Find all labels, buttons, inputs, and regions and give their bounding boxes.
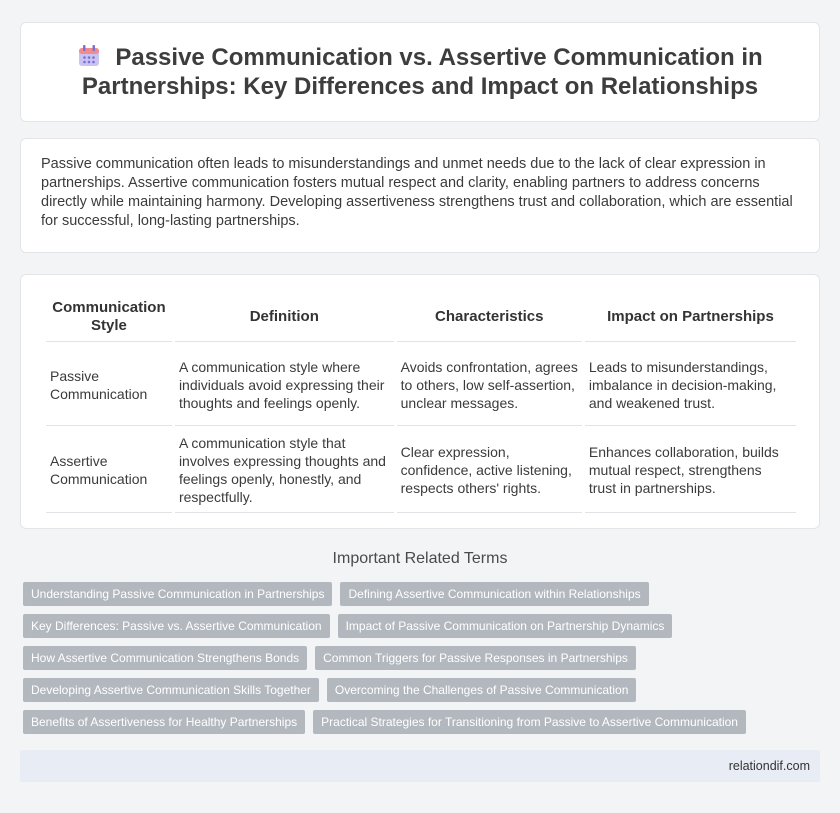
column-header: Communication Style xyxy=(46,293,172,342)
comparison-table-card xyxy=(20,274,820,529)
related-term-tag[interactable]: Understanding Passive Communication in Partnerships xyxy=(23,582,332,606)
table-cell: A communication style where individuals avoid expressing their thoughts and feelings openly. xyxy=(175,344,394,426)
related-term-tag[interactable]: Common Triggers for Passive Responses in Partnerships xyxy=(315,646,636,670)
related-term-tag[interactable]: Overcoming the Challenges of Passive Communication xyxy=(327,678,636,702)
table-cell: A communication style that involves expressing thoughts and feelings openly, honestly, and respectfully. xyxy=(175,428,394,513)
related-term-tag[interactable]: Benefits of Assertiveness for Healthy Partnerships xyxy=(23,710,305,734)
table-header-row xyxy=(46,293,796,342)
footer-site-link[interactable]: relationdif.com xyxy=(728,759,810,773)
column-header: Definition xyxy=(175,293,394,342)
related-terms-list xyxy=(23,582,823,742)
footer xyxy=(20,750,820,782)
related-terms-title: Important Related Terms xyxy=(332,550,508,567)
table-row xyxy=(46,344,796,426)
related-term-tag[interactable]: Practical Strategies for Transitioning from Passive to Assertive Communication xyxy=(313,710,746,734)
header-card xyxy=(20,22,820,122)
table-cell: Leads to misunderstandings, imbalance in decision-making, and weakened trust. xyxy=(585,344,796,426)
page-title-text: Passive Communication vs. Assertive Communication in Partnerships: Key Differences and Impact on Relationships xyxy=(81,44,763,100)
page-title xyxy=(51,43,789,101)
calendar-icon xyxy=(77,44,101,68)
intro-text: Passive communication often leads to misunderstandings and unmet needs due to the lack of clear expression in partnerships. Assertive communication fosters mutual respect and clarity, enabling partners to address concerns directly while maintaining harmony. Developing assertiveness strengthens trust and collaboration, which are essential for successful, long-lasting partnerships. xyxy=(41,156,793,229)
table-row xyxy=(46,428,796,513)
table-cell: Assertive Communication xyxy=(46,428,172,513)
table-cell: Enhances collaboration, builds mutual respect, strengthens trust in partnerships. xyxy=(585,428,796,513)
column-header: Characteristics xyxy=(397,293,582,342)
intro-card xyxy=(20,138,820,253)
related-term-tag[interactable]: Developing Assertive Communication Skills Together xyxy=(23,678,319,702)
related-term-tag[interactable]: Key Differences: Passive vs. Assertive Communication xyxy=(23,614,330,638)
table-cell: Avoids confrontation, agrees to others, low self-assertion, unclear messages. xyxy=(397,344,582,426)
column-header: Impact on Partnerships xyxy=(585,293,796,342)
comparison-table xyxy=(43,291,799,515)
related-term-tag[interactable]: How Assertive Communication Strengthens Bonds xyxy=(23,646,307,670)
related-term-tag[interactable]: Impact of Passive Communication on Partnership Dynamics xyxy=(338,614,673,638)
related-term-tag[interactable]: Defining Assertive Communication within Relationships xyxy=(340,582,648,606)
table-cell: Passive Communication xyxy=(46,344,172,426)
table-cell: Clear expression, confidence, active listening, respects others' rights. xyxy=(397,428,582,513)
